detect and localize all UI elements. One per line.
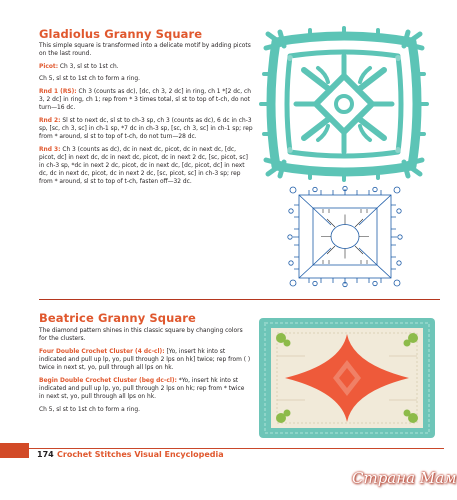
beatrice-square-photo xyxy=(257,316,437,440)
rnd3-label: Rnd 3: xyxy=(39,146,61,153)
begin-cluster-text: *Yo, insert hk into st indicated and pull up lp, yo, pull through 2 lps on hk; rep from * twice in next st, yo, pull through all lps on hk. xyxy=(39,377,245,400)
cluster4-label: Four Double Crochet Cluster (4 dc-cl): xyxy=(39,348,165,355)
page-number: 174 xyxy=(37,450,54,459)
section-title-beatrice: Beatrice Granny Square xyxy=(39,311,196,325)
footer-rule xyxy=(28,448,444,449)
rnd2-instruction xyxy=(39,117,253,141)
gladiolus-instructions xyxy=(39,42,253,191)
book-title: Crochet Stitches Visual Encyclopedia xyxy=(57,450,224,459)
watermark-text: Страна Мам xyxy=(352,469,457,487)
section-divider xyxy=(39,299,440,300)
beatrice-ring-instruction: Ch 5, sl st to 1st ch to form a ring. xyxy=(39,406,140,413)
picot-text: Ch 3, sl st to 1st ch. xyxy=(58,63,119,70)
begin-cluster-instruction xyxy=(39,377,251,401)
cluster4-instruction xyxy=(39,348,251,372)
section-title-gladiolus: Gladiolus Granny Square xyxy=(39,27,203,41)
picot-instruction xyxy=(39,63,253,71)
gladiolus-square-photo xyxy=(260,28,428,180)
rnd2-label: Rnd 2: xyxy=(39,118,61,125)
gladiolus-intro: This simple square is transformed into a delicate motif by adding picots on the last round. xyxy=(39,43,251,58)
beatrice-instructions xyxy=(39,327,251,418)
rnd3-text: Ch 3 (counts as dc), dc in next dc, picot, dc in next dc, [dc, picot, dc] in next dc, dc in next dc, picot, dc in next 2 dc, [sc, picot, sc] in ch-3 sp, *dc in next 2 dc, picot, dc in next dc, [dc, picot, dc] in next dc, dc in next dc, picot, dc in next 2 dc, [sc, picot, sc] in ch-3 sp; rep from * around, sl st to top of t-ch, fasten off—32 dc. xyxy=(39,146,248,186)
cluster4-text: [Yo, insert hk into st indicated and pull up lp, yo, pull through 2 lps on hk] twice; rep from ( ) twice in next st, yo, pull through all lps on hk. xyxy=(39,348,251,371)
rnd2-text: Sl st to next dc, sl st to ch-3 sp, ch 3 (counts as dc), 6 dc in ch-3 sp, [sc, ch 3, sc] in ch-1 sp, *7 dc in ch-3 sp, [sc, ch 3, sc] in ch-1 sp; rep from * around, sl st to top of t-ch, do not turn—28 dc. xyxy=(39,118,253,141)
rnd3-instruction xyxy=(39,146,253,186)
begin-cluster-label: Begin Double Crochet Cluster (beg dc-cl): xyxy=(39,377,177,384)
gladiolus-stitch-diagram xyxy=(277,187,413,286)
picot-label: Picot: xyxy=(39,63,59,70)
rnd1-instruction xyxy=(39,88,253,112)
beatrice-intro: The diamond pattern shines in this classic square by changing colors for the clusters. xyxy=(39,328,243,343)
ring-instruction: Ch 5, sl st to 1st ch to form a ring. xyxy=(39,76,140,83)
rnd1-label: Rnd 1 (RS): xyxy=(39,89,77,96)
rnd1-text: Ch 3 (counts as dc), [dc, ch 3, 2 dc] in ring, ch 1 *[2 dc, ch 3, 2 dc] in ring, ch 1; rep from * 3 times total, sl st to top of t-ch, do not turn—16 dc. xyxy=(39,89,251,112)
page-tab xyxy=(0,443,29,458)
